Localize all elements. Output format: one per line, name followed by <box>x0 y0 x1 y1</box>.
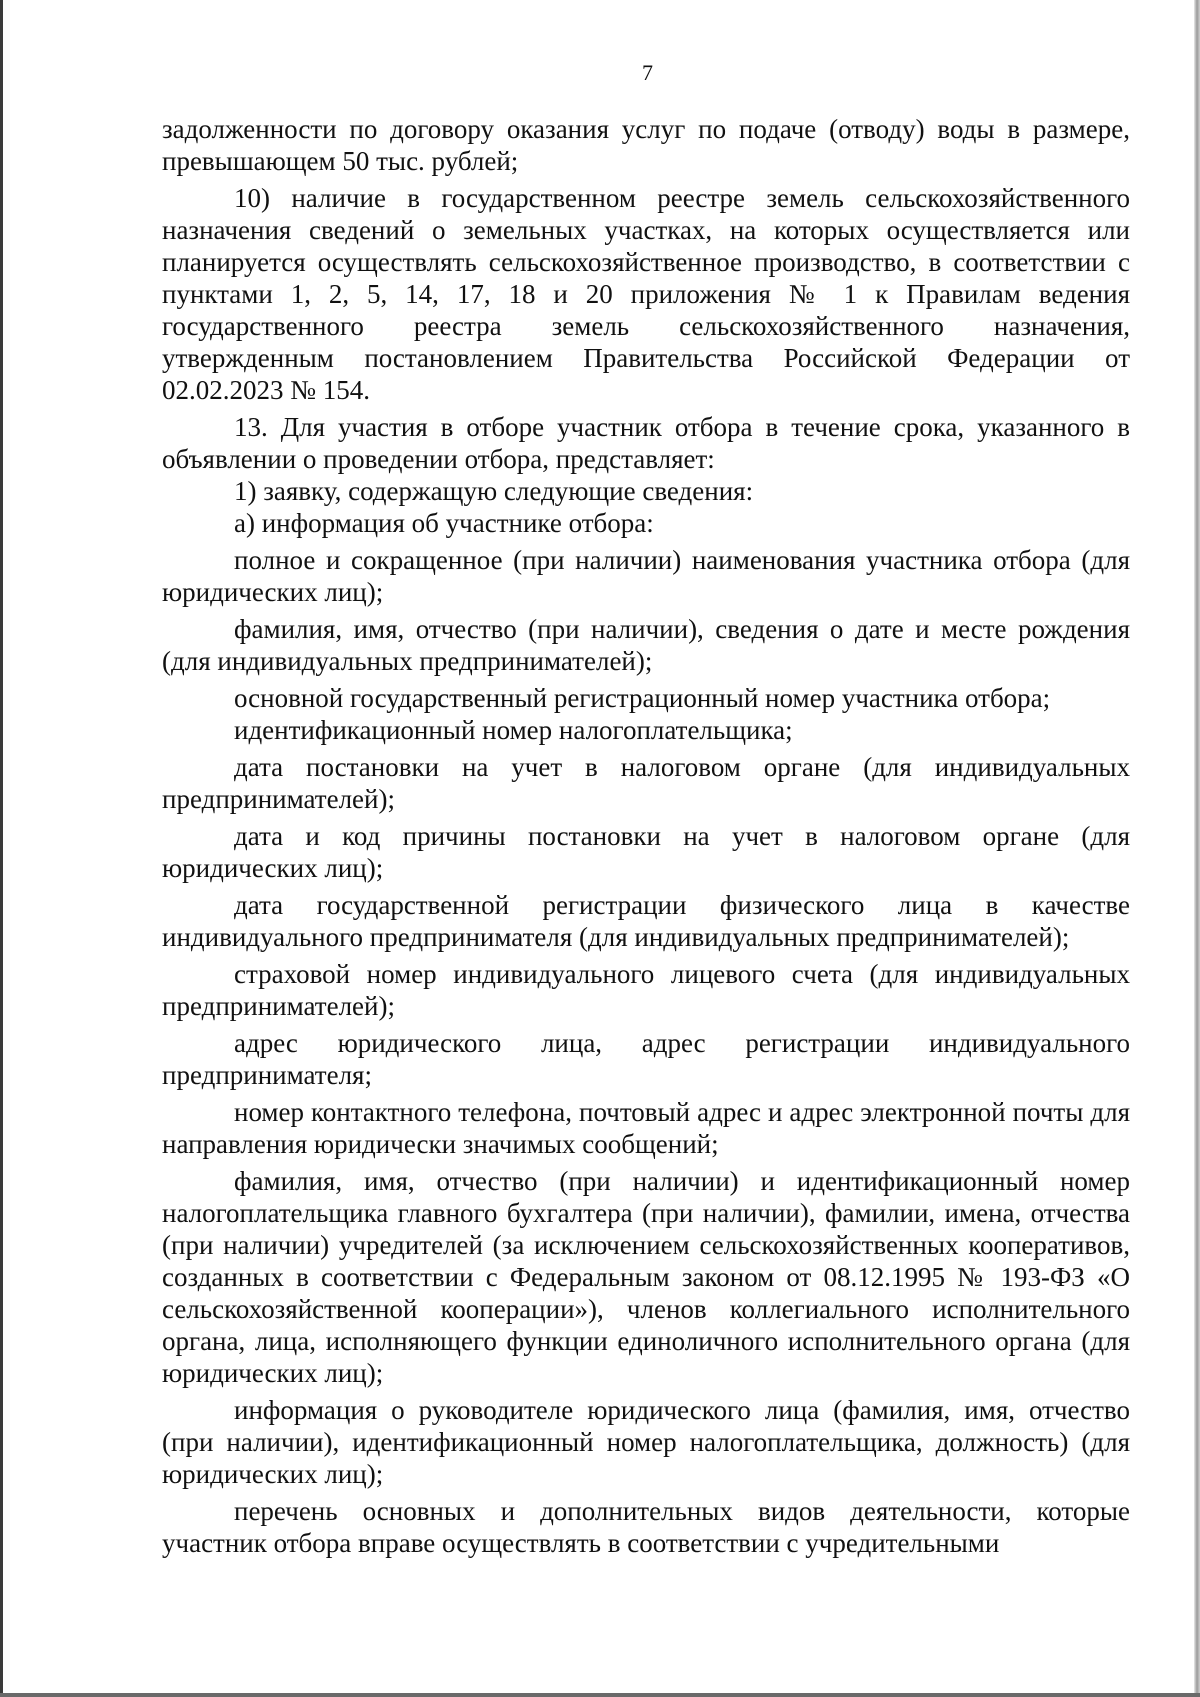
paragraph: 10) наличие в государственном реестре земель сельскохозяйственного назначения сведений о земельных участках, на которых осуществляется или планируется осуществлять сельскохозяйственное производство, в соответствии с пунктами 1, 2, 5, 14, 17, 18 и 20 приложения № 1 к Правилам ведения государственного реестра земель сельскохозяйственного назначения, утвержденным постановлением Правительства Российской Федерации от 02.02.2023 № 154. <box>162 183 1130 405</box>
paragraph: дата и код причины постановки на учет в налоговом органе (для юридических лиц); <box>162 821 1130 883</box>
paragraph: номер контактного телефона, почтовый адрес и адрес электронной почты для направления юридически значимых сообщений; <box>162 1097 1130 1159</box>
paragraph: дата постановки на учет в налоговом органе (для индивидуальных предпринимателей); <box>162 752 1130 814</box>
paragraph: идентификационный номер налогоплательщика; <box>234 715 793 745</box>
paragraph: 1) заявку, содержащую следующие сведения: <box>234 476 754 506</box>
paragraph: адрес юридического лица, адрес регистрации индивидуального предпринимателя; <box>162 1028 1130 1090</box>
paragraph: страховой номер индивидуального лицевого счета (для индивидуальных предпринимателей); <box>162 959 1130 1021</box>
document-body <box>162 113 1130 1559</box>
paragraph: задолженности по договору оказания услуг по подаче (отводу) воды в размере, превышающем 50 тыс. рублей; <box>162 114 1130 176</box>
paragraph: 13. Для участия в отборе участник отбора в течение срока, указанного в объявлении о проведении отбора, представляет: <box>162 412 1130 474</box>
paragraph: полное и сокращенное (при наличии) наименования участника отбора (для юридических лиц); <box>162 545 1130 607</box>
paragraph: дата государственной регистрации физического лица в качестве индивидуального предпринимателя (для индивидуальных предпринимателей); <box>162 890 1130 952</box>
scan-border-right <box>1194 0 1200 1697</box>
page-number: 7 <box>642 60 653 85</box>
paragraph: а) информация об участнике отбора: <box>234 508 654 538</box>
paragraph: основной государственный регистрационный номер участника отбора; <box>234 683 1051 713</box>
scan-border-left <box>0 0 3 1697</box>
paragraph: фамилия, имя, отчество (при наличии) и идентификационный номер налогоплательщика главного бухгалтера (при наличии), фамилии, имена, отчества (при наличии) учредителей (за исключением сельскохозяйственных кооперативов, созданных в соответствии с Федеральным законом от 08.12.1995 № 193-ФЗ «О сельскохозяйственной кооперации»), членов коллегиального исполнительного органа, лица, исполняющего функции единоличного исполнительного органа (для юридических лиц); <box>162 1166 1130 1388</box>
paragraph: информация о руководителе юридического лица (фамилия, имя, отчество (при наличии), идентификационный номер налогоплательщика, должность) (для юридических лиц); <box>162 1395 1130 1489</box>
scan-border-bottom <box>0 1693 1200 1697</box>
paragraph: перечень основных и дополнительных видов деятельности, которые участник отбора вправе осуществлять в соответствии с учредительными <box>162 1496 1130 1558</box>
paragraph: фамилия, имя, отчество (при наличии), сведения о дате и месте рождения (для индивидуальных предпринимателей); <box>162 614 1130 676</box>
